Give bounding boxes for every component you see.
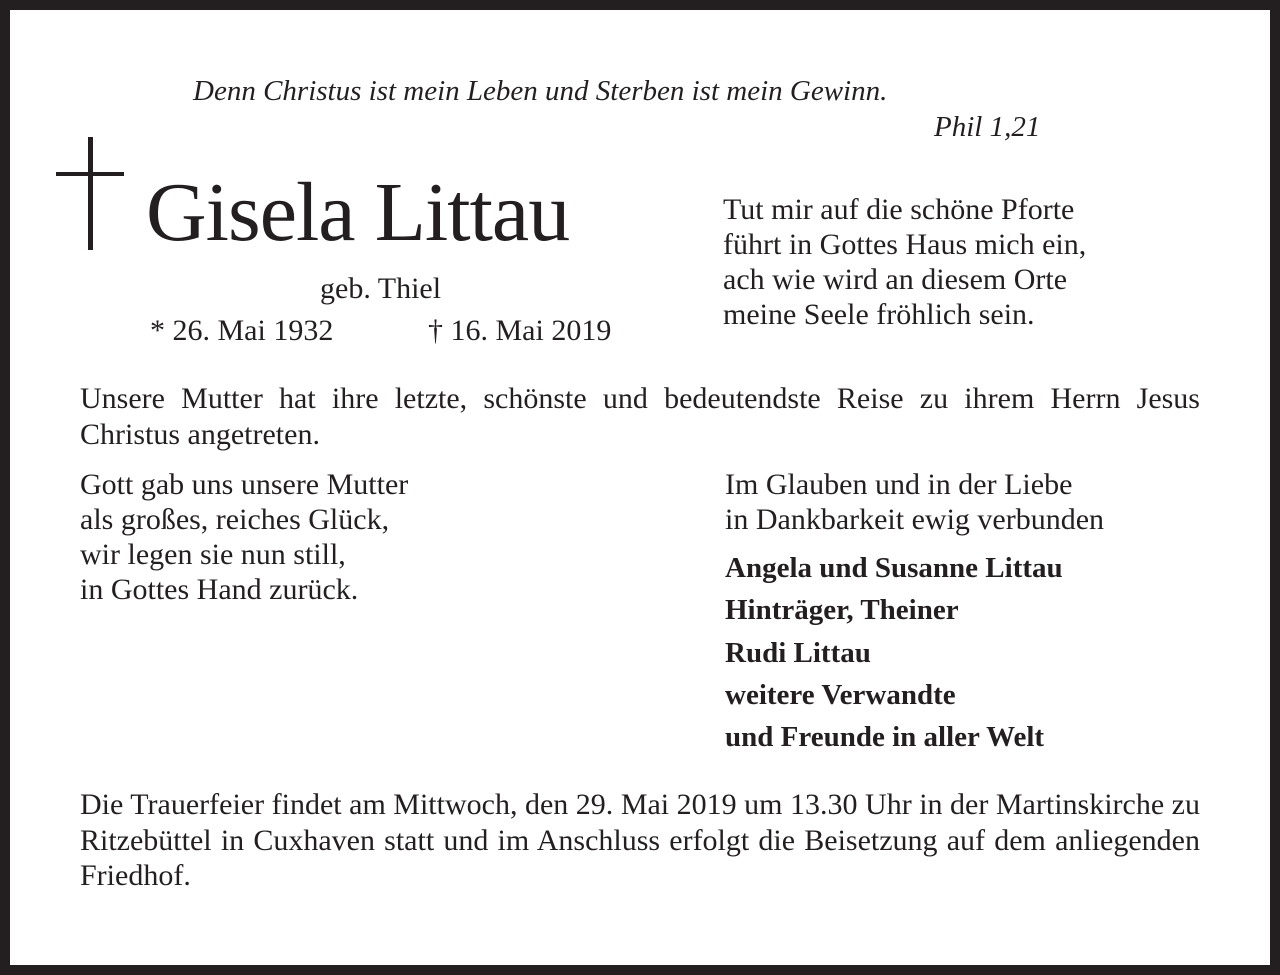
death-date: † 16. Mai 2019 (428, 314, 612, 347)
mourner: Rudi Littau (725, 636, 871, 669)
verse-line: Gott gab uns unsere Mutter (80, 468, 409, 501)
mourner: weitere Verwandte (725, 678, 956, 711)
funeral-notice: Die Trauerfeier findet am Mittwoch, den 29. Mai 2019 um 13.30 Uhr in der Martinskirche zu Ritzebüttel in Cuxhaven statt und im Anschluss erfolgt die Beisetzung auf dem anliegenden Friedhof. (80, 788, 1200, 892)
maiden-name: geb. Thiel (320, 272, 442, 305)
mourner: Angela und Susanne Littau (725, 552, 1063, 584)
farewell (725, 467, 1104, 537)
motto-reference: Phil 1,21 (934, 111, 1041, 143)
intro-text: Unsere Mutter hat ihre letzte, schönste und bedeutendste Reise zu ihrem Herrn Jesus Christus angetreten. (80, 382, 1200, 451)
verse-line: ach wie wird an diesem Orte (723, 263, 1068, 296)
verse-line: als großes, reiches Glück, (80, 503, 390, 536)
verse-right (723, 192, 1086, 332)
verse-left (80, 467, 408, 607)
verse-line: wir legen sie nun still, (80, 538, 346, 571)
cross-horizontal (56, 172, 124, 176)
verse-line: führt in Gottes Haus mich ein, (723, 228, 1087, 261)
farewell-line: in Dankbarkeit ewig verbunden (725, 503, 1105, 536)
mourner: Hinträger, Theiner (725, 594, 959, 627)
mourners-list (725, 547, 1063, 758)
cross-vertical (88, 137, 93, 250)
birth-date: * 26. Mai 1932 (150, 314, 334, 347)
mourner: und Freunde in aller Welt (725, 721, 1045, 754)
motto-quote: Denn Christus ist mein Leben und Sterben ist mein Gewinn. (193, 75, 888, 107)
farewell-line: Im Glauben und in der Liebe (725, 468, 1073, 501)
verse-line: Tut mir auf die schöne Pforte (723, 193, 1075, 226)
verse-line: in Gottes Hand zurück. (80, 573, 359, 606)
verse-line: meine Seele fröhlich sein. (723, 298, 1035, 331)
deceased-name: Gisela Littau (146, 166, 570, 259)
